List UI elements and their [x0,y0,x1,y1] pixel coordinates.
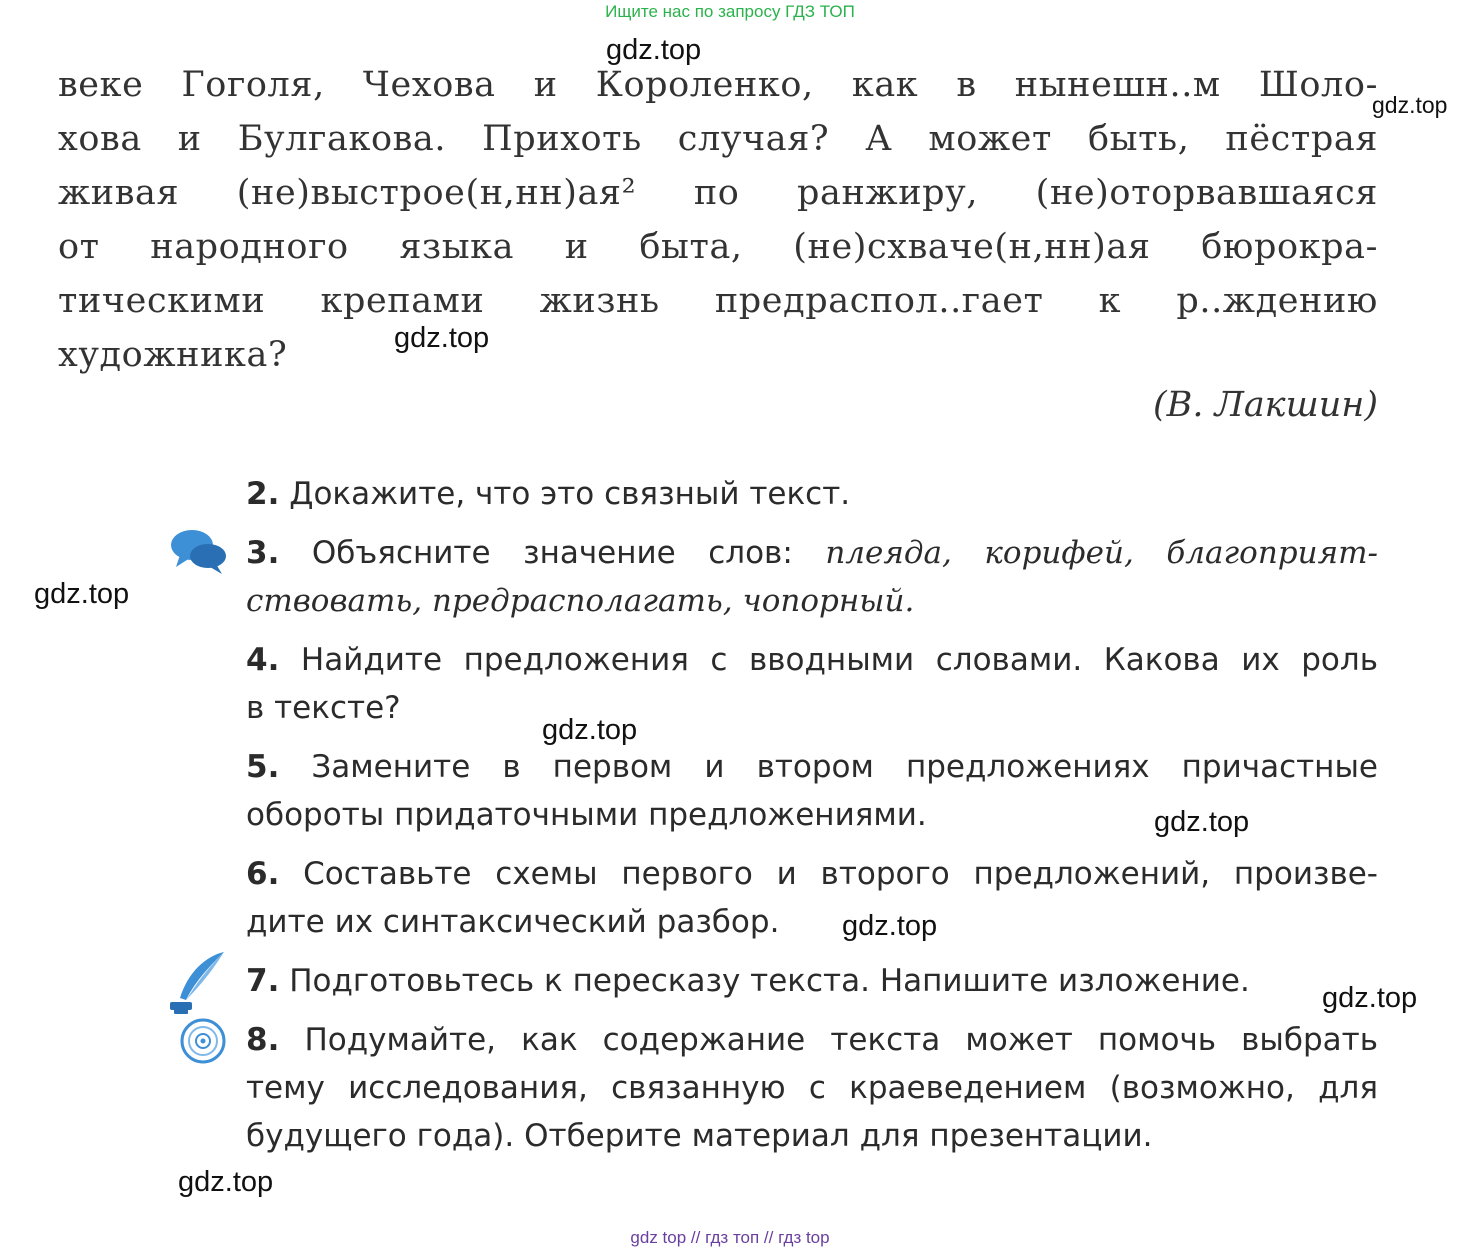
watermark: gdz.top [178,1166,274,1198]
task-6 [246,850,1378,946]
task-text: Подготовьтесь к пересказу текста. Напишите изложение. [289,963,1250,999]
task-4 [246,636,1378,732]
task-text: Подумайте, как содержание текста может помочь выбрать [304,1022,1378,1058]
watermark: gdz.top [1372,92,1448,118]
task-3 [246,529,1378,625]
watermark: gdz.top [394,322,490,354]
bottom-banner: gdz top // гдз топ // гдз top [630,1228,830,1247]
watermark: gdz.top [606,34,702,66]
passage-line: хова и Булгакова. Прихоть случая? А может быть, пёстрая [58,119,1378,159]
task-text: дите их синтаксический разбор. [246,904,780,940]
task-2 [246,470,1378,518]
task-number: 6. [246,856,280,892]
top-banner: Ищите нас по запросу ГДЗ ТОП [605,2,855,21]
task-text: обороты придаточными предложениями. [246,797,927,833]
watermark: gdz.top [842,910,938,942]
task-text: Объясните значение слов: [311,535,826,571]
task-number: 7. [246,963,280,999]
task-vocabulary: ствовать, предрасполагать, чопорный. [246,583,915,619]
task-text: в тексте? [246,690,401,726]
task-number: 5. [246,749,280,785]
task-number: 2. [246,476,280,512]
task-7 [246,957,1378,1005]
passage [58,58,1378,382]
watermark: gdz.top [542,714,638,746]
task-text: Найдите предложения с вводными словами. Какова их роль [300,642,1378,678]
task-number: 8. [246,1022,280,1058]
disc-icon [180,1018,226,1064]
speech-bubbles-icon [170,527,228,577]
task-text: Докажите, что это связный текст. [289,476,851,512]
task-text: тему исследования, связанную с краеведением (возможно, для [246,1070,1378,1106]
passage-line: художника? [58,335,288,375]
watermark: gdz.top [1322,982,1418,1014]
task-8 [246,1016,1378,1160]
passage-line: живая (не)выстрое(н,нн)ая² по ранжиру, (не)оторвавшаяся [58,173,1378,213]
author-attribution: (В. Лакшин) [1152,385,1378,425]
task-number: 4. [246,642,280,678]
task-text: Составьте схемы первого и второго предложений, произве- [303,856,1378,892]
passage-line: тическими крепами жизнь предраспол..гает к р..ждению [58,281,1378,321]
task-vocabulary: плеяда, корифей, благоприят- [825,535,1378,571]
quill-icon [166,950,228,1016]
task-number: 3. [246,535,280,571]
passage-line: веке Гоголя, Чехова и Короленко, как в нынешн..м Шоло- [58,65,1378,105]
task-text: будущего года). Отберите материал для презентации. [246,1118,1153,1154]
task-text: Замените в первом и втором предложениях причастные [311,749,1378,785]
watermark: gdz.top [1154,806,1250,838]
passage-line: от народного языка и быта, (не)схваче(н,нн)ая бюрокра- [58,227,1378,267]
watermark: gdz.top [34,578,130,610]
